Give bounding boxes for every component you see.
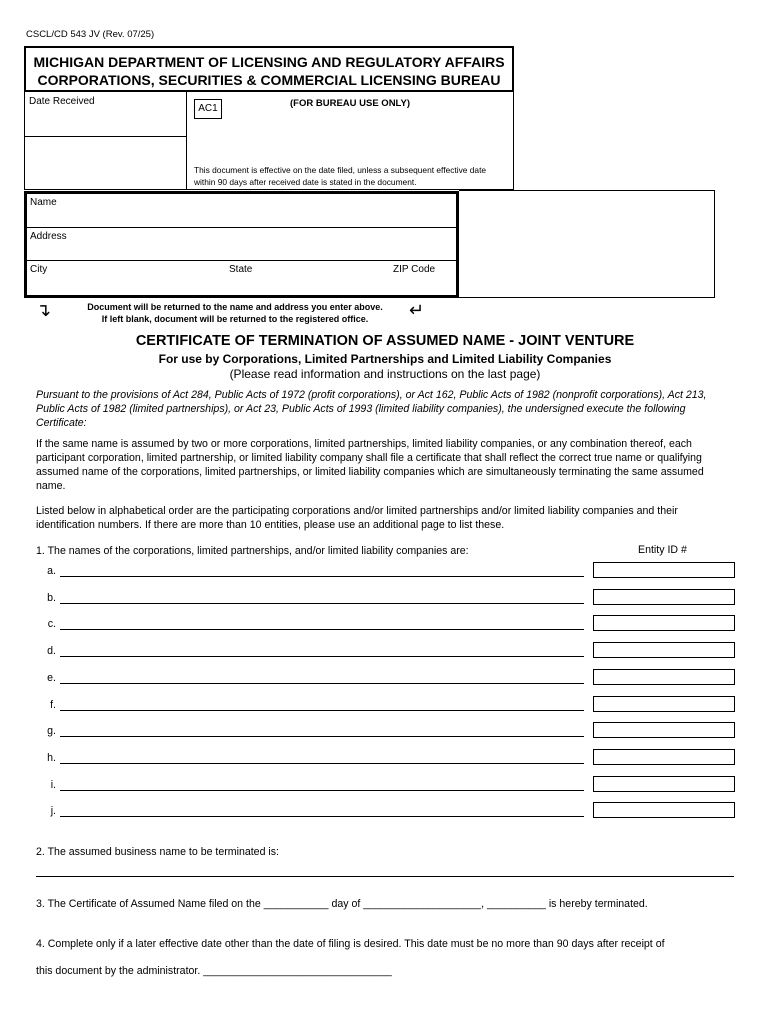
state-field[interactable]: State [229, 264, 253, 275]
effective-date-note: This document is effective on the date filed, unless a subsequent effective date within 90 days after received date is stated in the document. [194, 165, 487, 187]
entity-id-box[interactable] [593, 749, 735, 765]
entity-name-line[interactable] [60, 816, 584, 817]
form-title: CERTIFICATE OF TERMINATION OF ASSUMED NAME - JOINT VENTURE [135, 333, 635, 349]
return-note-line2: If left blank, document will be returned to the registered office. [101, 314, 369, 324]
entity-letter: g. [47, 725, 56, 738]
entity-letter: h. [47, 751, 56, 764]
instructions-paragraph: If the same name is assumed by two or more corporations, limited partnerships, limited liability companies, or any combination thereof, each participant corporation, limited partnership, or limited liability company shall file a certificate that shall reflect the correct true name or qualifying assumed name of the corporations, limited partnerships, or limited liability companies which are simultaneously terminating the same assumed name. [36, 438, 704, 492]
item-1-label: 1. The names of the corporations, limited partnerships, and/or limited liability companies are: [36, 545, 469, 557]
entity-name-line[interactable] [60, 576, 584, 577]
entity-name-line[interactable] [60, 603, 584, 604]
entity-name-line[interactable] [60, 710, 584, 711]
curved-arrow-icon: ↴ [36, 300, 52, 320]
entity-id-box[interactable] [593, 696, 735, 712]
divider [27, 260, 456, 261]
divider [27, 227, 456, 228]
curved-arrow-icon: ↵ [409, 300, 425, 320]
entity-id-box[interactable] [593, 589, 735, 605]
agency-header [24, 46, 514, 92]
entity-id-box[interactable] [593, 802, 735, 818]
entity-letter: i. [50, 778, 56, 791]
entity-id-header: Entity ID # [638, 544, 687, 556]
divider [186, 92, 187, 190]
entity-letter: j. [50, 805, 56, 818]
return-note [60, 301, 410, 325]
form-subtitle: For use by Corporations, Limited Partnerships and Limited Liability Companies [158, 352, 612, 366]
entity-id-box[interactable] [593, 642, 735, 658]
agency-name: MICHIGAN DEPARTMENT OF LICENSING AND REGULATORY AFFAIRS [33, 54, 505, 70]
entity-letter: e. [47, 671, 56, 684]
bureau-use-only-label: (FOR BUREAU USE ONLY) [290, 98, 410, 109]
divider [24, 136, 186, 137]
name-field[interactable]: Name [30, 197, 57, 208]
return-address-box [24, 191, 459, 298]
entity-id-box[interactable] [593, 776, 735, 792]
instructions-note: (Please read information and instructions on the last page) [229, 367, 541, 381]
city-field[interactable]: City [30, 264, 48, 275]
assumed-name-line[interactable] [36, 876, 734, 877]
entity-name-line[interactable] [60, 790, 584, 791]
entity-id-box[interactable] [593, 669, 735, 685]
item-4-date: this document by the administrator. ________________________________ [36, 965, 392, 977]
entity-letter: b. [47, 591, 56, 604]
entity-letter: a. [47, 565, 56, 577]
return-note-line1: Document will be returned to the name and address you enter above. [87, 302, 383, 312]
entity-name-line[interactable] [60, 656, 584, 657]
form-code: CSCL/CD 543 JV (Rev. 07/25) [26, 29, 155, 40]
entity-letter: f. [50, 698, 56, 711]
entity-name-line[interactable] [60, 629, 584, 630]
entity-letter: d. [47, 645, 56, 658]
entity-name-line[interactable] [60, 763, 584, 764]
entity-id-box[interactable] [593, 562, 735, 578]
address-field[interactable]: Address [30, 231, 67, 242]
entity-letter: c. [47, 618, 56, 631]
zip-field[interactable]: ZIP Code [393, 264, 436, 275]
entity-id-box[interactable] [593, 722, 735, 738]
item-4-label: 4. Complete only if a later effective date other than the date of filing is desired. This date must be no more than 90 days after receipt of [36, 938, 665, 950]
blank-box [459, 190, 715, 298]
pursuant-statement: Pursuant to the provisions of Act 284, Public Acts of 1972 (profit corporations), or Act 162, Public Acts of 1982 (nonprofit corporations), Act 213, Public Acts of 1982 (limited partnerships), or Act 23, Public Acts of 1993 (limited liability companies), the undersigned execute the following Certificate: [36, 389, 707, 429]
entity-name-line[interactable] [60, 736, 584, 737]
listing-paragraph: Listed below in alphabetical order are the participating corporations and/or limited partnerships and/or limited liability companies and their identification numbers. If there are more than 10 entities, please use an additional page to list these. [36, 505, 678, 531]
entity-name-line[interactable] [60, 683, 584, 684]
item-2-label: 2. The assumed business name to be terminated is: [36, 846, 280, 858]
date-received-label: Date Received [29, 96, 95, 107]
ac1-box: AC1 [194, 99, 222, 119]
item-3-label: 3. The Certificate of Assumed Name filed on the ___________ day of ____________________, __________ is hereby terminated. [36, 898, 648, 910]
bureau-name: CORPORATIONS, SECURITIES & COMMERCIAL LICENSING BUREAU [37, 72, 501, 88]
entity-id-box[interactable] [593, 615, 735, 631]
